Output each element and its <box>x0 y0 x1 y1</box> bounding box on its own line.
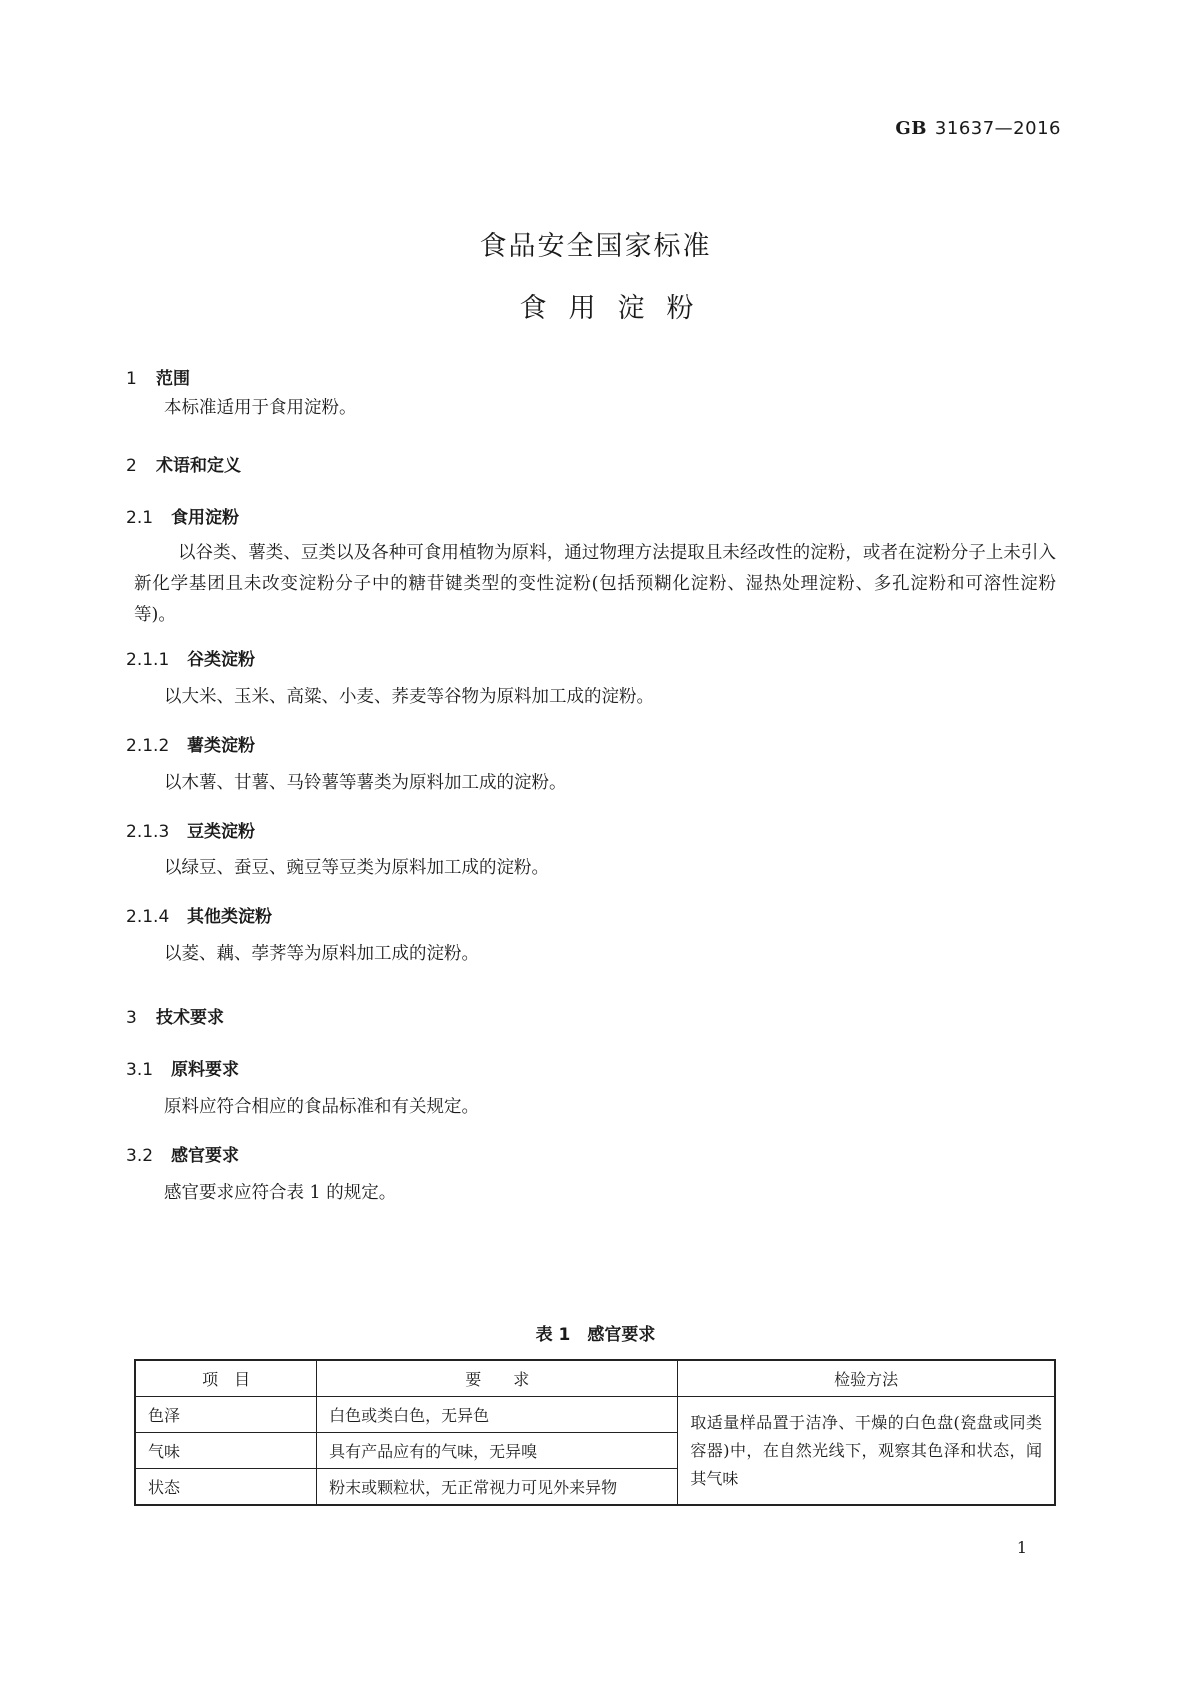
table-cell-requirement: 白色或类白色，无异色 <box>317 1397 678 1433</box>
section-text-2-1: 以谷类、薯类、豆类以及各种可食用植物为原料，通过物理方法提取且未经改性的淀粉，或者在淀粉分子上未引入新化学基团且未改变淀粉分子中的糖苷键类型的变性淀粉(包括预糊化淀粉、湿热处理淀粉、多孔淀粉和可溶性淀粉等)。 <box>134 543 1056 625</box>
section-text-2-1-1: 以大米、玉米、高粱、小麦、荞麦等谷物为原料加工成的淀粉。 <box>164 687 654 707</box>
table-row <box>135 1397 1055 1433</box>
table-cell-item: 状态 <box>135 1469 317 1506</box>
table-cell-method: 取适量样品置于洁净、干燥的白色盘(瓷盘或同类容器)中，在自然光线下，观察其色泽和状态，闻其气味 <box>678 1397 1055 1506</box>
section-text-2-1-2: 以木薯、甘薯、马铃薯等薯类为原料加工成的淀粉。 <box>164 773 567 793</box>
section-text-2-1-4: 以菱、藕、荸荠等为原料加工成的淀粉。 <box>164 944 479 964</box>
sensory-table <box>134 1359 1056 1506</box>
table-cell-item: 色泽 <box>135 1397 317 1433</box>
section-text-3-1: 原料应符合相应的食品标准和有关规定。 <box>164 1097 479 1117</box>
document-title: 食品安全国家标准 <box>479 231 712 262</box>
standard-prefix: GB <box>895 118 927 139</box>
standard-code: 31637—2016 <box>934 118 1061 139</box>
section-heading-2: 2 术语和定义 <box>126 456 241 476</box>
section-heading-2-1: 2.1 食用淀粉 <box>126 508 239 528</box>
column-header-item: 项 目 <box>135 1360 317 1397</box>
column-header-requirement: 要 求 <box>317 1360 678 1397</box>
table-cell-requirement: 具有产品应有的气味，无异嗅 <box>317 1433 678 1469</box>
table-caption: 表 1 感官要求 <box>535 1325 656 1345</box>
section-heading-1: 1 范围 <box>126 369 190 389</box>
section-text-2-1-3: 以绿豆、蚕豆、豌豆等豆类为原料加工成的淀粉。 <box>164 858 549 878</box>
page-number: 1 <box>1016 1538 1027 1557</box>
section-text-3-2: 感官要求应符合表 1 的规定。 <box>164 1183 397 1203</box>
document-subtitle: 食用淀粉 <box>519 293 716 324</box>
section-heading-2-1-4: 2.1.4 其他类淀粉 <box>126 907 272 927</box>
table-header-row <box>135 1360 1055 1397</box>
section-heading-3: 3 技术要求 <box>126 1008 224 1028</box>
section-heading-3-1: 3.1 原料要求 <box>126 1060 239 1080</box>
section-heading-3-2: 3.2 感官要求 <box>126 1146 239 1166</box>
table-cell-item: 气味 <box>135 1433 317 1469</box>
section-heading-2-1-1: 2.1.1 谷类淀粉 <box>126 650 255 670</box>
standard-number <box>895 118 1061 139</box>
section-heading-2-1-2: 2.1.2 薯类淀粉 <box>126 736 255 756</box>
column-header-method: 检验方法 <box>678 1360 1055 1397</box>
section-heading-2-1-3: 2.1.3 豆类淀粉 <box>126 822 255 842</box>
section-text-1: 本标准适用于食用淀粉。 <box>164 398 357 418</box>
table-cell-requirement: 粉末或颗粒状，无正常视力可见外来异物 <box>317 1469 678 1506</box>
